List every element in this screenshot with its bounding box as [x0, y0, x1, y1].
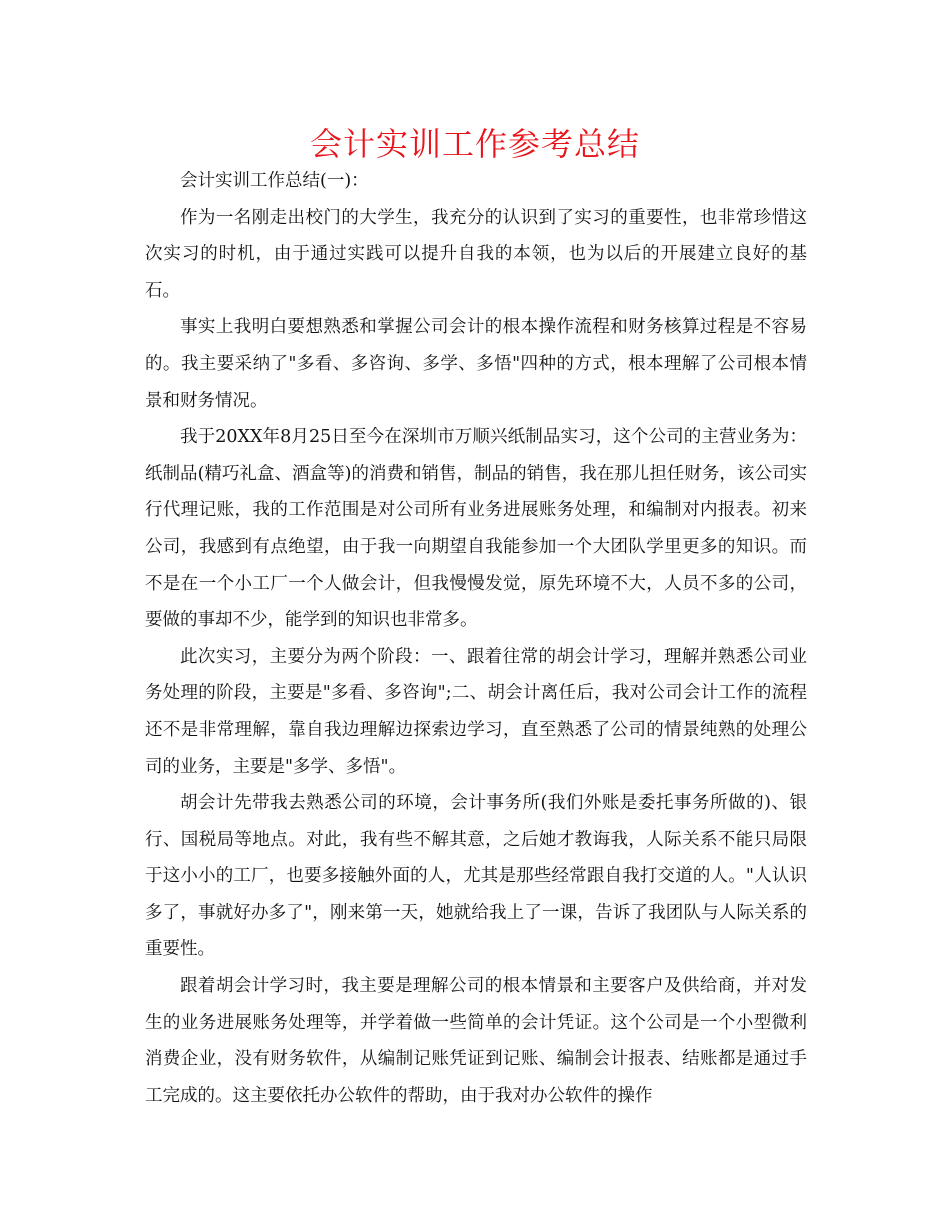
paragraph: 胡会计先带我去熟悉公司的环境，会计事务所(我们外账是委托事务所做的)、银行、国税局等地点。对此，我有些不解其意，之后她才教诲我，人际关系不能只局限于这小小的工厂，也要多接触外面的人，尤其是那些经常跟自我打交道的人。"人认识多了，事就好办多了"，刚来第一天，她就给我上了一课，告诉了我团队与人际关系的重要性。: [145, 793, 807, 960]
section-heading: 会计实训工作总结(一)：: [180, 171, 369, 191]
paragraph: 作为一名刚走出校门的大学生，我充分的认识到了实习的重要性，也非常珍惜这次实习的时机，由于通过实践可以提升自我的本领，也为以后的开展建立良好的基石。: [145, 207, 807, 301]
paragraph: 跟着胡会计学习时，我主要是理解公司的根本情景和主要客户及供给商，并对发生的业务进展账务处理等，并学着做一些简单的会计凭证。这个公司是一个小型微利消费企业，没有财务软件，从编制记账凭证到记账、编制会计报表、结账都是通过手工完成的。这主要依托办公软件的帮助，由于我对办公软件的操作: [145, 976, 807, 1106]
paragraph: 此次实习，主要分为两个阶段：一、跟着往常的胡会计学习，理解并熟悉公司业务处理的阶段，主要是"多看、多咨询";二、胡会计离任后，我对公司会计工作的流程还不是非常理解，靠自我边理解边探索边学习，直至熟悉了公司的情景纯熟的处理公司的业务，主要是"多学、多悟"。: [145, 646, 807, 777]
document-title: 会计实训工作参考总结: [309, 125, 640, 163]
paragraph: 我于20XX年8月25日至今在深圳市万顺兴纸制品实习，这个公司的主营业务为：纸制品(精巧礼盒、酒盒等)的消费和销售，制品的销售，我在那儿担任财务，该公司实行代理记账，我的工作范围是对公司所有业务进展账务处理，和编制对内报表。初来公司，我感到有点绝望，由于我一向期望自我能参加一个大团队学里更多的知识。而不是在一个小工厂一个人做会计，但我慢慢发觉，原先环境不大，人员不多的公司，要做的事却不少，能学到的知识也非常多。: [145, 427, 807, 631]
document-body: [145, 163, 807, 1114]
paragraph: 事实上我明白要想熟悉和掌握公司会计的根本操作流程和财务核算过程是不容易的。我主要采纳了"多看、多咨询、多学、多悟"四种的方式，根本理解了公司根本情景和财务情况。: [145, 317, 807, 411]
